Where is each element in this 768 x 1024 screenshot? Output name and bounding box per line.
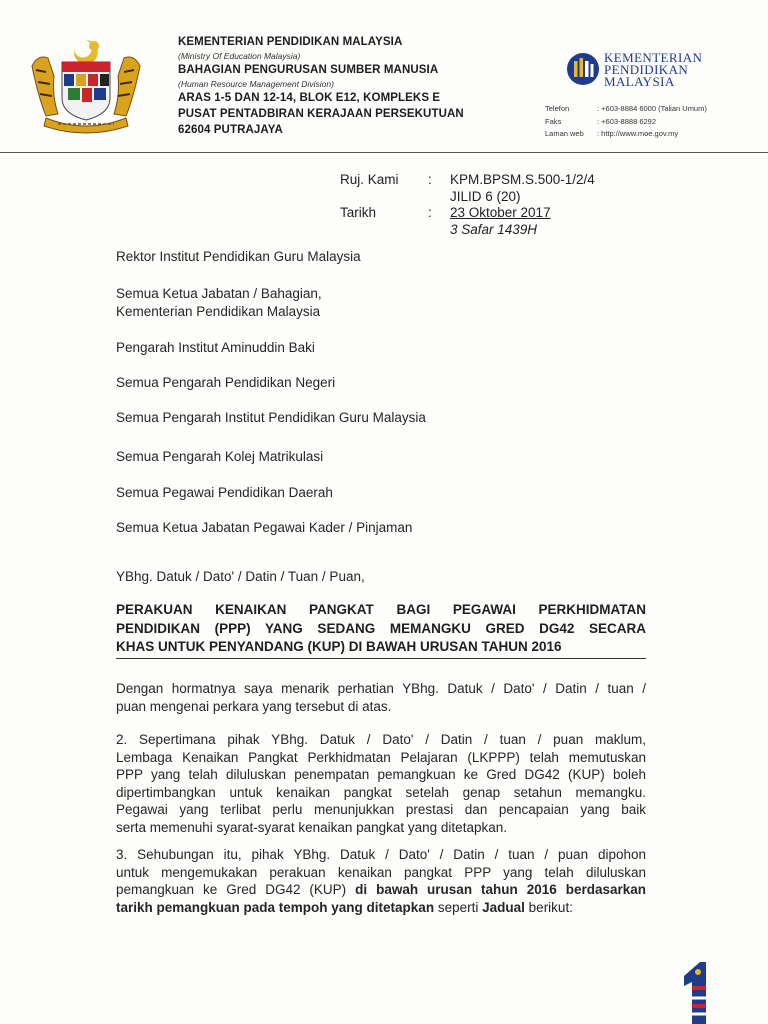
colon: : xyxy=(428,205,432,220)
malaysia-coat-of-arms-icon xyxy=(24,36,148,136)
text-plain: pemangkuan ke Gred DG42 (KUP) xyxy=(116,882,347,897)
addressee: Semua Pengarah Pendidikan Negeri xyxy=(116,375,336,390)
contact-info xyxy=(545,103,768,141)
paragraph-line xyxy=(116,881,646,899)
reference-row xyxy=(340,172,650,189)
paragraph-line: untuk mengemukakan perakuan kenaikan pangkat PPP yang telah diluluskan xyxy=(116,864,646,880)
addressee: Semua Ketua Jabatan Pegawai Kader / Pinjaman xyxy=(116,520,413,535)
org-line-english: (Ministry Of Education Malaysia) xyxy=(178,51,301,61)
date-row xyxy=(340,205,650,222)
reference-label: Ruj. Kami xyxy=(340,172,399,187)
org-line: PUSAT PENTADBIRAN KERAJAAN PERSEKUTUAN xyxy=(178,108,464,120)
brand-line: KEMENTERIAN xyxy=(604,50,703,65)
paragraph-line: Dengan hormatnya saya menarik perhatian YBhg. Datuk / Dato' / Datin / tuan / xyxy=(116,681,646,696)
text-bold: Jadual xyxy=(482,899,525,915)
letter-date: 23 Oktober 2017 xyxy=(450,205,551,220)
contact-row xyxy=(545,116,768,129)
paragraph-3 xyxy=(116,846,646,916)
contact-label: Telefon xyxy=(545,104,570,113)
hijri-row xyxy=(340,222,650,239)
text-bold: di bawah urusan tahun 2016 berdasarkan xyxy=(355,882,646,897)
paragraph-line: serta memenuhi syarat-syarat kenaikan pangkat yang ditetapkan. xyxy=(116,819,507,835)
letter-subject xyxy=(116,601,646,659)
org-line-english: (Human Resource Management Division) xyxy=(178,79,334,89)
addressee: Semua Pegawai Pendidikan Daerah xyxy=(116,485,333,500)
reference-volume: JILID 6 (20) xyxy=(450,188,521,204)
reference-number: KPM.BPSM.S.500-1/2/4 xyxy=(450,172,595,187)
moe-logo-icon xyxy=(566,52,600,86)
paragraph-line xyxy=(116,899,646,917)
paragraph-line: 3. Sehubungan itu, pihak YBhg. Datuk / Dato' / Datin / tuan / puan dipohon xyxy=(116,847,646,862)
subject-line: PERAKUAN KENAIKAN PANGKAT BAGI PEGAWAI PERKHIDMATAN xyxy=(116,602,646,617)
text-bold: tarikh pemangkuan pada tempoh yang ditetapkan xyxy=(116,899,435,915)
text-plain: berikut: xyxy=(528,899,573,915)
salutation: YBhg. Datuk / Dato' / Datin / Tuan / Puan, xyxy=(116,569,365,584)
reference-row xyxy=(340,189,650,206)
subject-line: PENDIDIKAN (PPP) YANG SEDANG MEMANGKU GRED DG42 SECARA xyxy=(116,620,646,636)
organization-address xyxy=(178,34,518,138)
paragraph-line: Lembaga Kenaikan Pangkat Perkhidmatan Pelajaran (LKPPP) telah memutuskan xyxy=(116,749,646,765)
addressee: Semua Pengarah Kolej Matrikulasi xyxy=(116,449,324,464)
paragraph-line: 2. Sepertimana pihak YBhg. Datuk / Dato' / Datin / tuan / puan maklum, xyxy=(116,732,646,747)
org-line: ARAS 1-5 DAN 12-14, BLOK E12, KOMPLEKS E xyxy=(178,92,441,104)
hijri-date: 3 Safar 1439H xyxy=(450,221,538,237)
subject-line: KHAS UNTUK PENYANDANG (KUP) DI BAWAH URUSAN TAHUN 2016 xyxy=(116,639,562,654)
brand-line: PENDIDIKAN xyxy=(604,62,689,77)
date-label: Tarikh xyxy=(340,205,377,220)
paragraph-line: puan mengenai perkara yang tersebut di atas. xyxy=(116,698,392,714)
contact-value: : +603-8884 6000 (Talian Umum) xyxy=(597,104,707,113)
paragraph-line: dipertimbangkan untuk kenaikan pangkat setelah genap setahun memangku. xyxy=(116,784,646,800)
text-plain: seperti xyxy=(437,899,479,915)
contact-label: Laman web xyxy=(545,129,584,138)
paragraph-line: PPP yang telah diluluskan penempatan pemangkuan ke Gred DG42 (KUP) boleh xyxy=(116,767,646,782)
contact-label: Faks xyxy=(545,116,562,126)
org-line: BAHAGIAN PENGURUSAN SUMBER MANUSIA xyxy=(178,64,439,76)
reference-block xyxy=(340,172,650,238)
addressee: Pengarah Institut Aminuddin Baki xyxy=(116,340,315,355)
contact-row xyxy=(545,103,768,116)
paragraph-1 xyxy=(116,680,646,715)
letterhead xyxy=(0,0,768,153)
paragraph-line: Pegawai yang terlibat perlu menunjukkan prestasi dan pencapaian yang baik xyxy=(116,802,646,817)
colon: : xyxy=(428,172,432,187)
brand-line: MALAYSIA xyxy=(604,74,675,89)
addressee: Rektor Institut Pendidikan Guru Malaysia xyxy=(116,249,361,264)
addressee: Semua Pengarah Institut Pendidikan Guru Malaysia xyxy=(116,410,426,425)
contact-value: : +603-8888 6292 xyxy=(597,116,657,126)
addressee: Semua Ketua Jabatan / Bahagian, xyxy=(116,286,322,301)
contact-row xyxy=(545,128,768,141)
org-line: 62604 PUTRAJAYA xyxy=(178,124,283,136)
paragraph-2 xyxy=(116,731,646,836)
org-line: KEMENTERIAN PENDIDIKAN MALAYSIA xyxy=(178,36,403,48)
contact-value: : http://www.moe.gov.my xyxy=(597,129,679,138)
addressee: Kementerian Pendidikan Malaysia xyxy=(116,304,321,319)
1malaysia-logo-icon xyxy=(670,960,718,1024)
moe-brand-text xyxy=(604,52,702,88)
